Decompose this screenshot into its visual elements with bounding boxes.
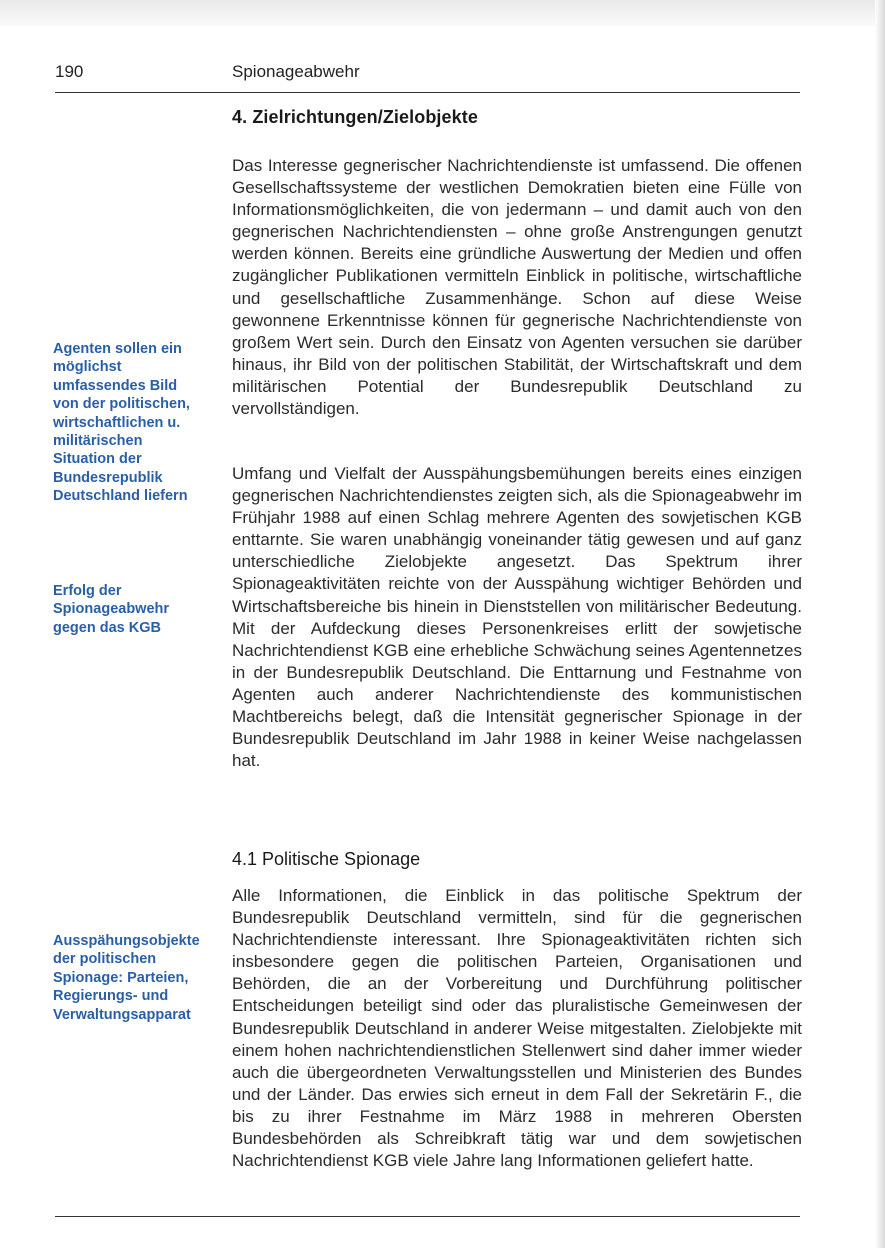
section-heading: 4. Zielrichtungen/Zielobjekte (232, 107, 478, 127)
footer-rule (55, 1216, 800, 1217)
subsection-heading: 4.1 Politische Spionage (232, 849, 421, 869)
margin-note-ausspaehungsobjekte: Ausspähungsobjekte der politischen Spionage: Parteien, Regierungs- und Verwaltungsapparat (53, 933, 200, 1023)
running-title: Spionageabwehr (232, 62, 360, 81)
paragraph-intro: Das Interesse gegnerischer Nachrichtendienste ist umfassend. Die offenen Gesellschaftssysteme der westlichen Demokratien bieten eine Fülle von Informationsmöglichkeiten, die von jedermann – und damit auch von den gegnerischen Nachrichtendiensten – ohne große Anstrengungen genutzt werden können. Bereits eine gründliche Auswertung der Medien und offen zugänglicher Publikationen vermitteln Einblick in politische, wirtschaftliche und gesellschaftliche Zusammenhänge. Schon auf diese Weise gewonnene Erkenntnisse können für gegnerische Nachrichtendienste von großem Wert sein. Durch den Einsatz von Agenten versuchen sie darüber hinaus, ihr Bild von der politischen Stabilität, der Wirtschaftskraft und dem militärischen Potential der Bundesrepublik Deutschland zu vervollständigen. (232, 156, 802, 419)
scan-shadow-top (0, 0, 885, 26)
margin-note-agenten: Agenten sollen ein möglichst umfassendes Bild von der politischen, wirtschaftlichen u. militärischen Situation der Bundesrepublik Deutschland liefern (53, 341, 190, 505)
page-header (55, 62, 800, 93)
paragraph-politische-spionage: Alle Informationen, die Einblick in das politische Spektrum der Bundesrepublik Deutschland vermitteln, sind für die gegnerischen Nachrichtendienste interessant. Ihre Spionageaktivitäten richten sich insbesondere gegen die politischen Parteien, Organisationen und Behörden, die an der Vorbereitung und Durchführung politischer Entscheidungen beteiligt sind oder das pluralistische Gemeinwesen der Bundesrepublik Deutschland in anderer Weise mitgestalten. Zielobjekte mit einem hohen nachrichtendienstlichen Stellenwert sind daher immer wieder auch die übergeordneten Verwaltungsstellen und Ministerien des Bundes und der Länder. Das erwies sich erneut in dem Fall der Sekretärin F., die bis zu ihrer Festnahme im März 1988 in mehreren Obersten Bundesbehörden als Schreibkraft tätig war und dem sowjetischen Nachrichtendienst KGB viele Jahre lang Informationen geliefert hatte. (232, 886, 802, 1171)
page-number: 190 (55, 62, 84, 81)
scan-shadow-right (875, 0, 885, 1248)
paragraph-kgb: Umfang und Vielfalt der Ausspähungsbemühungen bereits eines einzigen gegnerischen Nachrichtendienstes zeigten sich, als die Spionageabwehr im Frühjahr 1988 auf einen Schlag mehrere Agenten des sowjetischen KGB enttarnte. Sie waren unabhängig voneinander tätig gewesen und auf ganz unterschiedliche Zielobjekte angesetzt. Das Spektrum ihrer Spionageaktivitäten reichte von der Ausspähung wichtiger Behörden und Wirtschaftsbereiche bis hinein in Dienststellen von militärischer Bedeutung. Mit der Aufdeckung dieses Personenkreises erlitt der sowjetische Nachrichtendienst KGB eine erhebliche Schwächung seines Agentennetzes in der Bundesrepublik Deutschland. Die Enttarnung und Festnahme von Agenten auch anderer Nachrichtendienste des kommunistischen Machtbereichs belegt, daß die Intensität gegnerischer Spionage in der Bundesrepublik Deutschland im Jahr 1988 in keiner Weise nachgelassen hat. (232, 464, 802, 771)
margin-note-erfolg: Erfolg der Spionageabwehr gegen das KGB (53, 583, 170, 636)
